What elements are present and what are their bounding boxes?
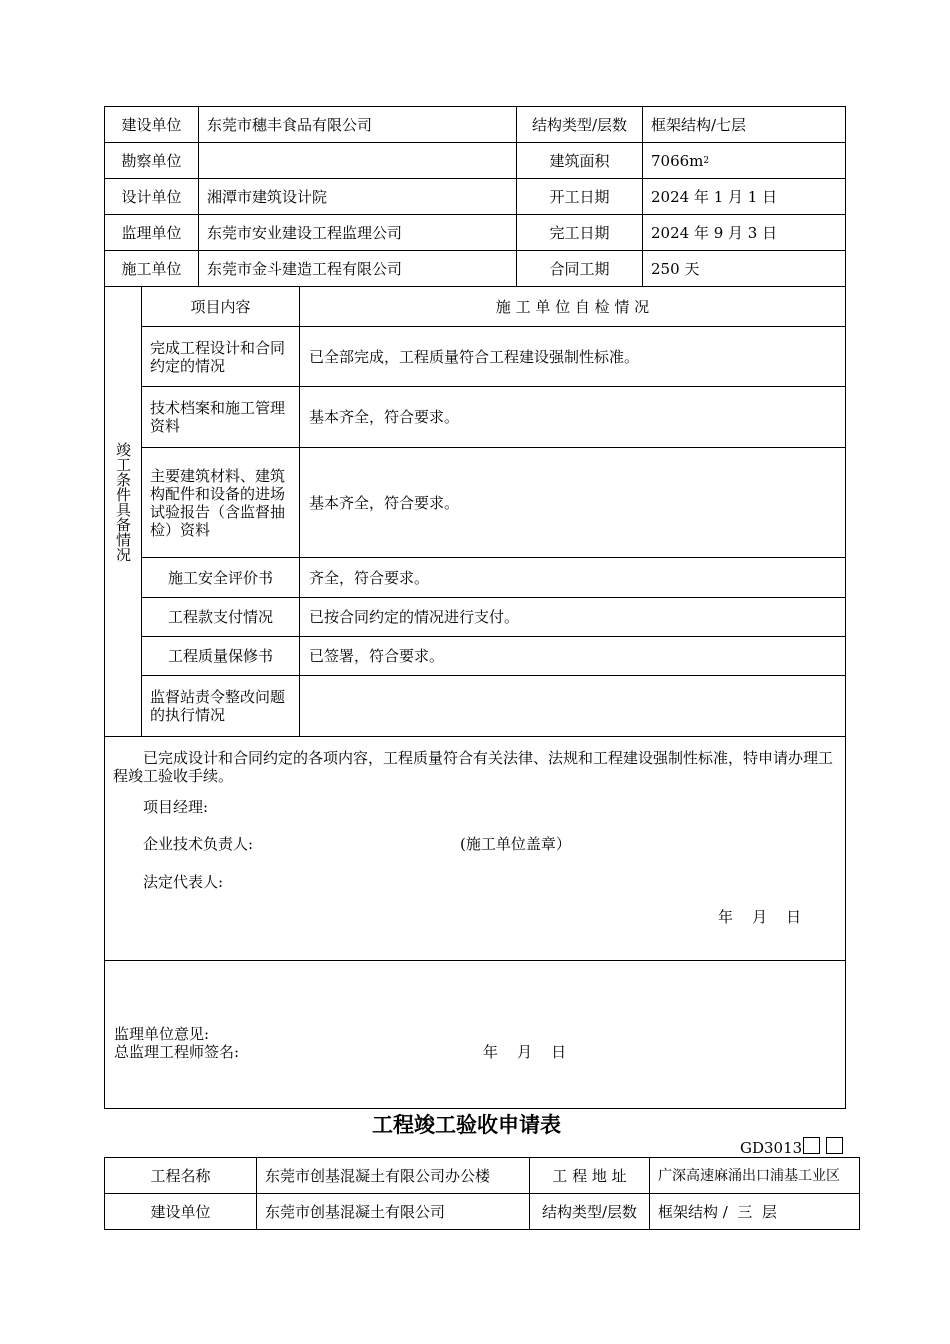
completion-date-label: 完工日期	[549, 223, 610, 242]
check-item: 工程款支付情况	[167, 608, 273, 626]
application-statement: 已完成设计和合同约定的各项内容，工程质量符合有关法律、法规和工程建设强制性标准，特申请办理工程竣工验收手续。	[113, 749, 834, 785]
start-date-label: 开工日期	[549, 187, 610, 206]
check-item: 技术档案和施工管理资料	[150, 399, 286, 435]
floor-area-value: 7066m 2	[651, 151, 710, 170]
check-item: 监督站责令整改问题的执行情况	[150, 688, 286, 724]
project-address-label: 工 程 地 址	[552, 1166, 627, 1185]
check-item: 主要建筑材料、建筑构配件和设备的进场试验报告（含监督抽检）资料	[150, 466, 286, 539]
supervision-unit-label: 监理单位	[121, 223, 182, 242]
construction-unit-value: 东莞市创基混凝土有限公司	[265, 1202, 446, 1221]
check-status: 基本齐全，符合要求。	[309, 493, 460, 512]
check-status: 齐全，符合要求。	[309, 568, 430, 587]
check-item: 施工安全评价书	[167, 568, 273, 587]
check-status	[301, 676, 845, 736]
design-unit-value: 湘潭市建筑设计院	[207, 187, 328, 206]
contract-period-label: 合同工期	[549, 259, 610, 278]
structure-type-value: 框架结构/七层	[651, 115, 747, 134]
structure-type-label: 结构类型/层数	[541, 1202, 638, 1221]
supervisor-date-label: 年 月 日	[483, 1043, 567, 1061]
structure-type-label: 结构类型/层数	[531, 115, 628, 134]
code-checkbox[interactable]	[803, 1137, 820, 1154]
check-status: 已签署，符合要求。	[309, 647, 445, 665]
survey-unit-value	[199, 143, 516, 178]
code-checkbox[interactable]	[826, 1137, 843, 1154]
project-address-value: 广深高速麻涌出口浦基工业区	[658, 1167, 840, 1184]
technical-lead-label: 企业技术负责人:	[143, 835, 254, 853]
seal-label: (施工单位盖章）	[460, 835, 571, 853]
contractor-unit-value: 东莞市金斗建造工程有限公司	[207, 259, 403, 278]
start-date-value: 2024 年 1 月 1 日	[651, 187, 778, 206]
completion-date-value: 2024 年 9 月 3 日	[651, 223, 778, 242]
project-name-label: 工程名称	[150, 1166, 211, 1185]
supervisor-opinion-label: 监理单位意见:	[114, 1025, 210, 1043]
status-header: 施 工 单 位 自 检 情 况	[495, 297, 650, 316]
check-item: 完成工程设计和合同约定的情况	[150, 338, 286, 375]
supervision-unit-value: 东莞市安业建设工程监理公司	[207, 223, 403, 242]
check-status: 已按合同约定的情况进行支付。	[309, 608, 520, 626]
floor-area-label: 建筑面积	[549, 151, 610, 170]
section-label-completion-conditions: 竣工条件具备情况	[114, 442, 132, 562]
project-manager-label: 项目经理:	[143, 798, 209, 816]
construction-unit-value: 东莞市穗丰食品有限公司	[207, 115, 373, 134]
chief-supervisor-signature-label: 总监理工程师签名:	[114, 1043, 240, 1061]
form-code: GD3013	[740, 1139, 803, 1157]
check-item: 工程质量保修书	[167, 647, 273, 665]
contract-period-value: 250 天	[651, 259, 700, 278]
design-unit-label: 设计单位	[121, 187, 182, 206]
construction-unit-label: 建设单位	[150, 1202, 211, 1221]
contractor-unit-label: 施工单位	[121, 259, 182, 278]
form-title: 工程竣工验收申请表	[372, 1113, 561, 1137]
item-header: 项目内容	[190, 297, 251, 316]
check-status: 已全部完成，工程质量符合工程建设强制性标准。	[309, 347, 640, 366]
structure-type-value: 框架结构 / 三 层	[658, 1202, 777, 1221]
construction-unit-label: 建设单位	[121, 115, 182, 134]
project-name-value: 东莞市创基混凝土有限公司办公楼	[265, 1166, 491, 1185]
check-status: 基本齐全，符合要求。	[309, 408, 460, 426]
legal-representative-label: 法定代表人:	[143, 873, 224, 891]
survey-unit-label: 勘察单位	[121, 151, 182, 170]
date-label: 年 月 日	[718, 908, 802, 926]
